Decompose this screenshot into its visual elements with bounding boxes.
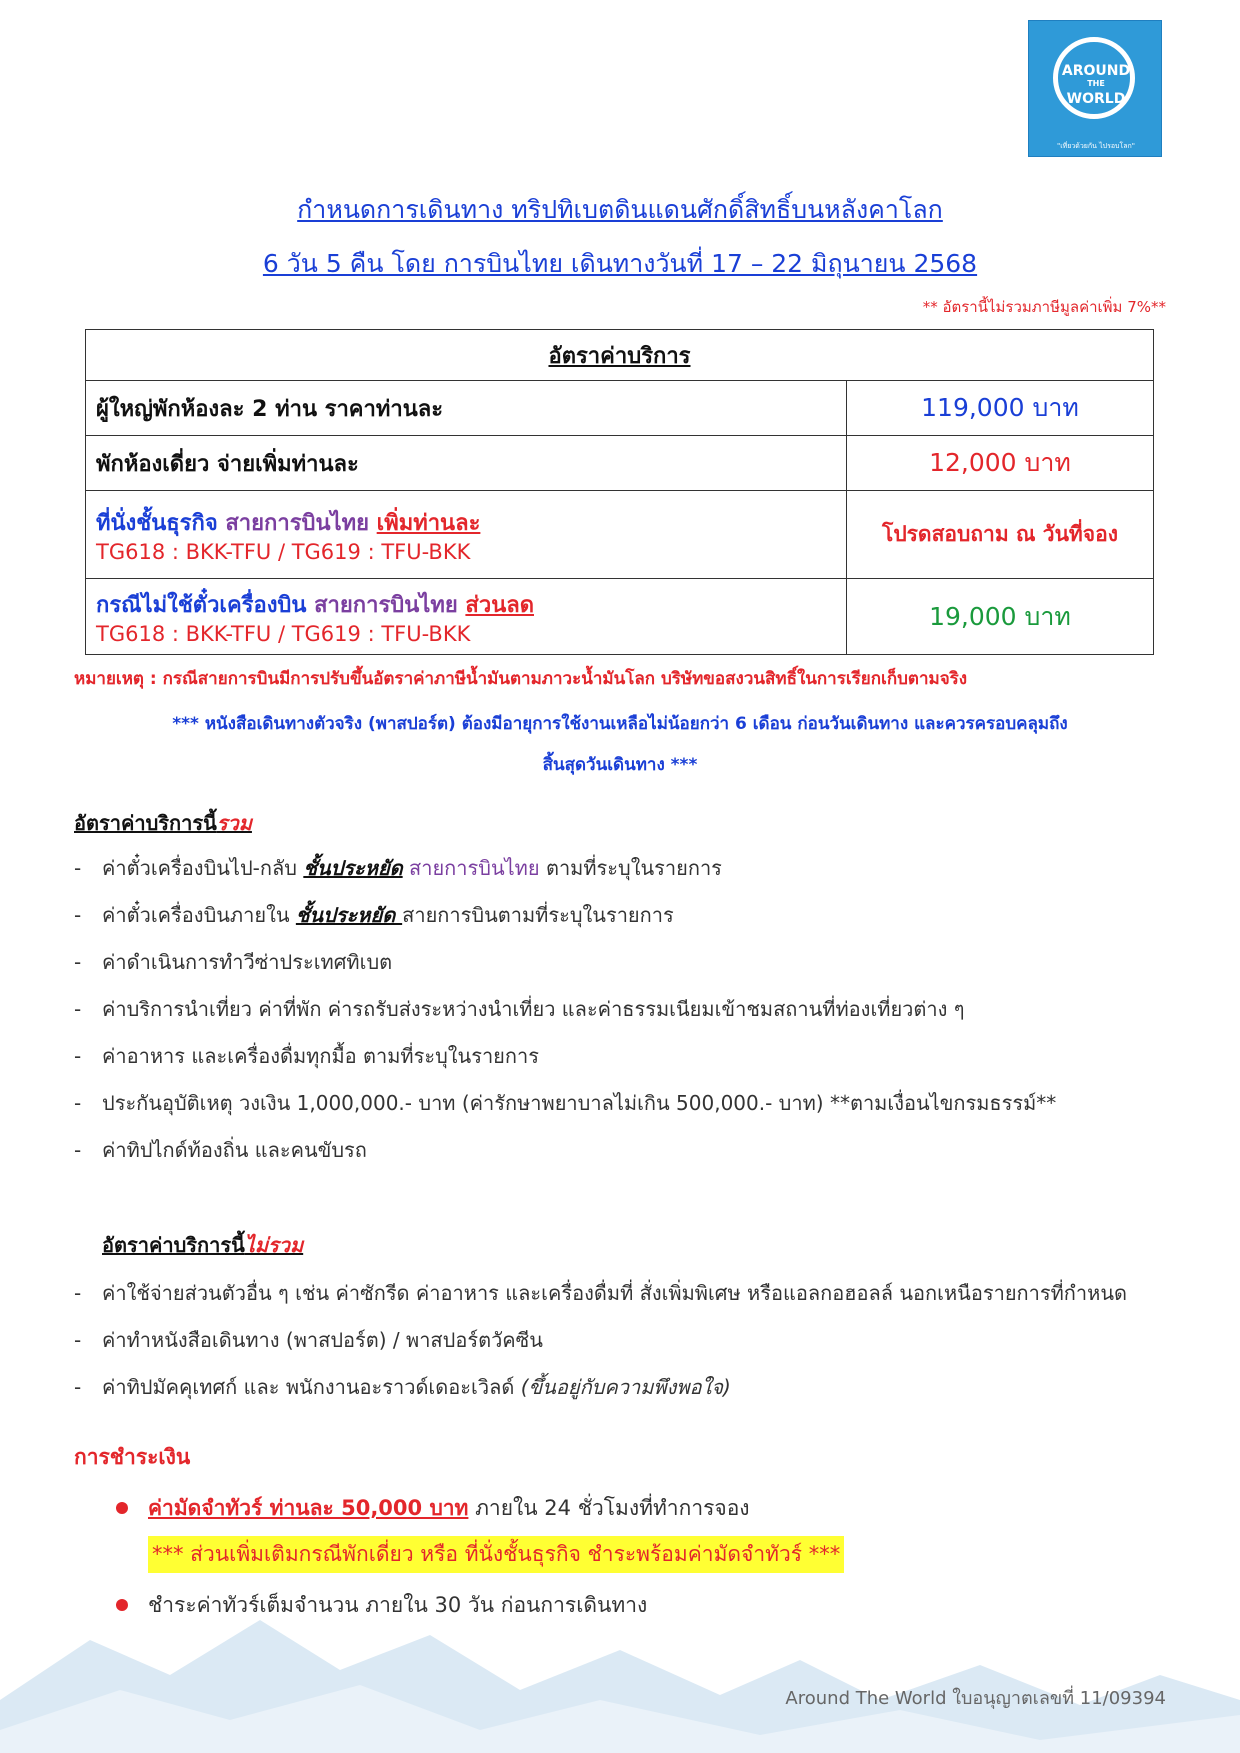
flight-numbers: TG618 : BKK-TFU / TG619 : TFU-BKK (96, 621, 471, 646)
list-item: - ค่าบริการนำเที่ยว ค่าที่พัก ค่ารถรับส่งระหว่างนำเที่ยว และค่าธรรมเนียมเข้าชมสถานที่ท่องเที่ยวต่าง ๆ (74, 997, 965, 1021)
rate-price-adult: 119,000 บาท (847, 381, 1154, 436)
list-item: - ค่าทิปไกด์ท้องถิ่น และคนขับรถ (74, 1138, 367, 1162)
included-heading-emph: รวม (216, 811, 252, 835)
item-text: ค่าใช้จ่ายส่วนตัวอื่น ๆ เช่น ค่าซักรีด ค่าอาหาร และเครื่องดื่มที่ สั่งเพิ่มพิเศษ หรือแอลกอฮอลล์ นอกเหนือรายการที่กำหนด (102, 1281, 1127, 1305)
list-item: - ประกันอุบัติเหตุ วงเงิน 1,000,000.- บาท (ค่ารักษาพยาบาลไม่เกิน 500,000.- บาท) **ตามเงื่อนไขกรมธรรม์** (74, 1091, 1057, 1115)
excluded-heading-emph: ไม่รวม (244, 1233, 304, 1257)
passport-note-line2: สิ้นสุดวันเดินทาง *** (542, 755, 698, 775)
rate-label-no-ticket (86, 579, 847, 655)
remark-note: หมายเหตุ : กรณีสายการบินมีการปรับขึ้นอัตราค่าภาษีน้ำมันตามภาวะน้ำมันโลก บริษัทขอสงวนสิทธิ์ในการเรียกเก็บตามจริง (74, 669, 968, 689)
item-text: สายการบินตามที่ระบุในรายการ (402, 903, 674, 927)
payment-heading: การชำระเงิน (74, 1445, 191, 1469)
table-row (86, 491, 1154, 579)
item-text: ค่าตั๋วเครื่องบินภายใน (102, 903, 296, 927)
excluded-heading (102, 1229, 303, 1261)
item-emph: (ขึ้นอยู่กับความพึงพอใจ) (520, 1375, 731, 1399)
rate-price-business: โปรดสอบถาม ณ วันที่จอง (847, 491, 1154, 579)
item-text: ค่าดำเนินการทำวีซ่าประเทศทิเบต (102, 950, 393, 974)
included-list (74, 845, 1174, 1174)
company-logo (1028, 20, 1162, 157)
rates-table-header: อัตราค่าบริการ (86, 330, 1154, 381)
logo-text-around: AROUND (1061, 63, 1131, 79)
list-item: - ค่าดำเนินการทำวีซ่าประเทศทิเบต (74, 950, 393, 974)
no-ticket-text: กรณีไม่ใช้ตั๋วเครื่องบิน (96, 592, 315, 618)
list-item: - ค่าตั๋วเครื่องบินภายใน ชั้นประหยัด สายการบินตามที่ระบุในรายการ (74, 903, 674, 927)
item-text: ค่าตั๋วเครื่องบินไป-กลับ (102, 856, 304, 880)
table-row (86, 579, 1154, 655)
list-item: - ค่าทิปมัคคุเทศก์ และ พนักงานอะราวด์เดอะเวิลด์ (ขึ้นอยู่กับความพึงพอใจ) (74, 1375, 731, 1399)
item-emph: ชั้นประหยัด (303, 856, 403, 880)
list-item: - ค่าใช้จ่ายส่วนตัวอื่น ๆ เช่น ค่าซักรีด ค่าอาหาร และเครื่องดื่มที่ สั่งเพิ่มพิเศษ หรือแอลกอฮอลล์ นอกเหนือรายการที่กำหนด (74, 1281, 1127, 1305)
flight-numbers: TG618 : BKK-TFU / TG619 : TFU-BKK (96, 539, 471, 564)
list-item: - ค่าตั๋วเครื่องบินไป-กลับ ชั้นประหยัด สายการบินไทย ตามที่ระบุในรายการ (74, 856, 722, 880)
rates-table (85, 329, 1154, 655)
extra-payment-note: *** ส่วนเพิ่มเติมกรณีพักเดี่ยว หรือ ที่นั่งชั้นธุรกิจ ชำระพร้อมค่ามัดจำทัวร์ *** (148, 1536, 844, 1573)
extra-charge-text: เพิ่มท่านละ (376, 510, 481, 536)
footer-license: Around The World ใบอนุญาตเลขที่ 11/09394 (785, 1688, 1166, 1709)
deposit-deadline: ภายใน 24 ชั่วโมงที่ทำการจอง (468, 1496, 750, 1520)
bullet-icon (116, 1502, 128, 1514)
logo-text-the: THE (1087, 79, 1105, 88)
full-payment-line: ชำระค่าทัวร์เต็มจำนวน ภายใน 30 วัน ก่อนการเดินทาง (148, 1593, 648, 1617)
item-airline: สายการบินไทย (402, 856, 540, 880)
item-text: ค่าทำหนังสือเดินทาง (พาสปอร์ต) / พาสปอร์ตวัคซีน (102, 1328, 543, 1352)
item-text: ค่าทิปมัคคุเทศก์ และ พนักงานอะราวด์เดอะเวิลด์ (102, 1375, 521, 1399)
airline-text: สายการบินไทย (314, 592, 466, 618)
item-text: ตามที่ระบุในรายการ (539, 856, 722, 880)
excluded-list (74, 1270, 1174, 1411)
item-text: ประกันอุบัติเหตุ วงเงิน 1,000,000.- บาท (ค่ารักษาพยาบาลไม่เกิน 500,000.- บาท) **ตามเงื่อนไขกรมธรรม์** (102, 1091, 1057, 1115)
passport-note-line1: *** หนังสือเดินทางตัวจริง (พาสปอร์ต) ต้องมีอายุการใช้งานเหลือไม่น้อยกว่า 6 เดือน ก่อนวันเดินทาง และควรครอบคลุมถึง (172, 714, 1068, 734)
item-text: ค่าบริการนำเที่ยว ค่าที่พัก ค่ารถรับส่งระหว่างนำเที่ยว และค่าธรรมเนียมเข้าชมสถานที่ท่องเที่ยวต่าง ๆ (102, 997, 965, 1021)
table-row (86, 436, 1154, 491)
airline-text: สายการบินไทย (225, 510, 377, 536)
item-text: ค่าทิปไกด์ท้องถิ่น และคนขับรถ (102, 1138, 367, 1162)
page-subtitle: 6 วัน 5 คืน โดย การบินไทย เดินทางวันที่ 17 – 22 มิถุนายน 2568 (262, 249, 978, 278)
table-row (86, 381, 1154, 436)
rate-label-business (86, 491, 847, 579)
item-text: ค่าอาหาร และเครื่องดื่มทุกมื้อ ตามที่ระบุในรายการ (102, 1044, 539, 1068)
rate-label-adult: ผู้ใหญ่พักห้องละ 2 ท่าน ราคาท่านละ (86, 381, 847, 436)
logo-text-world: WORLD (1066, 91, 1126, 107)
included-heading (74, 807, 252, 839)
excluded-heading-text: อัตราค่าบริการนี้ (102, 1233, 245, 1257)
deposit-amount: ค่ามัดจำทัวร์ ท่านละ 50,000 บาท (148, 1496, 469, 1520)
discount-text: ส่วนลด (465, 592, 534, 618)
included-heading-text: อัตราค่าบริการนี้ (74, 811, 217, 835)
bullet-icon (116, 1599, 128, 1611)
list-item: - ค่าทำหนังสือเดินทาง (พาสปอร์ต) / พาสปอร์ตวัคซีน (74, 1328, 543, 1352)
business-class-text: ที่นั่งชั้นธุรกิจ (96, 510, 226, 536)
deposit-line (148, 1492, 750, 1525)
rate-price-no-ticket: 19,000 บาท (847, 579, 1154, 655)
item-emph: ชั้นประหยัด (295, 903, 403, 927)
list-item: - ค่าอาหาร และเครื่องดื่มทุกมื้อ ตามที่ระบุในรายการ (74, 1044, 539, 1068)
logo-tagline: "เที่ยวด้วยกัน ไปรอบโลก" (1057, 142, 1135, 150)
rate-price-single: 12,000 บาท (847, 436, 1154, 491)
rate-label-single: พักห้องเดี่ยว จ่ายเพิ่มท่านละ (86, 436, 847, 491)
page-title: กำหนดการเดินทาง ทริปทิเบตดินแดนศักดิ์สิทธิ์บนหลังคาโลก (297, 195, 943, 224)
vat-note: ** อัตรานี้ไม่รวมภาษีมูลค่าเพิ่ม 7%** (922, 298, 1166, 316)
